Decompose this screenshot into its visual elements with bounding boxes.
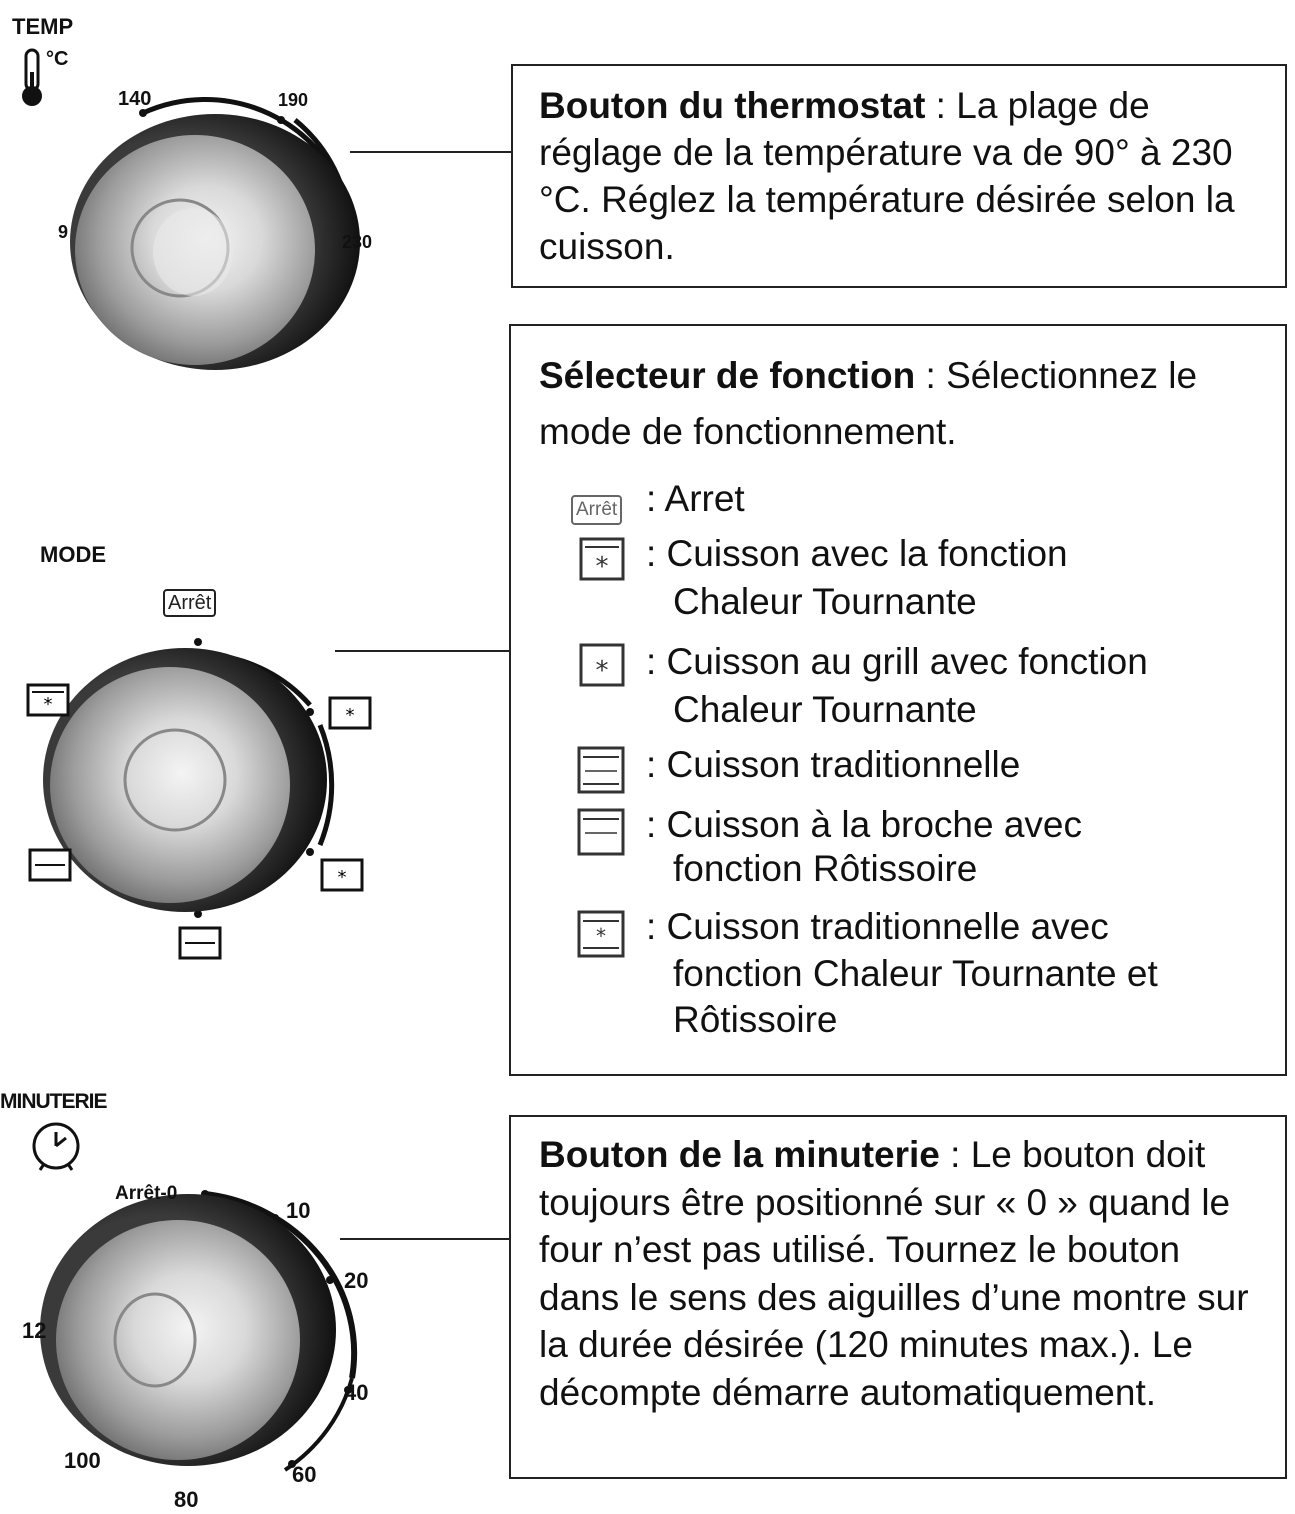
rotisserie-icon [180, 928, 220, 958]
thermostat-title: TEMP [12, 14, 74, 39]
mode-item-label: : Cuisson traditionnelle avec [646, 906, 1109, 947]
tick-40: 40 [344, 1380, 369, 1405]
tick-20: 20 [344, 1268, 369, 1293]
mode-item-label: : Arret [646, 478, 745, 519]
mode-description-box [509, 324, 1287, 1076]
mode-description: : Sélectionnez le mode de fonctionnement. [539, 355, 1198, 452]
svg-text:*: * [596, 924, 606, 948]
traditional-fan-rotisserie-icon [322, 860, 362, 890]
timer-heading: Bouton de la minuterie [539, 1134, 940, 1175]
svg-text:*: * [345, 705, 355, 726]
rotisserie-icon [577, 808, 627, 856]
mode-title: MODE [40, 542, 106, 567]
svg-text:*: * [595, 656, 609, 686]
mode-heading: Sélecteur de fonction [539, 355, 916, 396]
thermostat-heading: Bouton du thermostat [539, 85, 926, 126]
mode-item-label: : Cuisson à la broche avec [646, 804, 1083, 845]
mode-item-label-cont: Chaleur Tournante [673, 581, 977, 622]
celsius-unit: °C [46, 48, 69, 70]
fan-grill-icon [28, 685, 68, 715]
mode-item-label: : Cuisson traditionnelle [646, 744, 1021, 785]
mode-item-label-cont: Chaleur Tournante [673, 689, 977, 730]
thermostat-description-box [511, 64, 1287, 288]
mode-item-label-cont: fonction Chaleur Tournante et [673, 953, 1158, 994]
tick-230: 230 [342, 232, 373, 252]
timer-title: MINUTERIE [0, 1090, 107, 1113]
tick-90: 9 [58, 222, 69, 242]
timer-description: : Le bouton doit toujours être positionné sur « 0 » quand le four n’est pas utilisé. Tournez le bouton dans le sens des aiguilles d’une montre sur la durée désirée (120 minutes max.). Le décompte démarre automatiquement. [539, 1134, 1249, 1413]
mode-selector-knob[interactable] [20, 630, 380, 960]
tick-80: 80 [174, 1487, 199, 1512]
thermostat-leader-line [350, 151, 512, 153]
tick-100: 100 [64, 1448, 101, 1473]
clock-icon [28, 1120, 84, 1172]
thermometer-icon [14, 46, 50, 110]
arret-icon: Arrêt [571, 480, 622, 526]
thermostat-description: : La plage de réglage de la température va de 90° à 230 °C. Réglez la température désirée selon la cuisson. [539, 85, 1235, 267]
mode-item-label: : Cuisson avec la fonction [646, 533, 1068, 574]
svg-text:*: * [337, 867, 347, 888]
fan-icon [330, 698, 370, 728]
mode-item-label-cont: fonction Rôtissoire [673, 848, 978, 889]
traditional-icon [577, 746, 627, 794]
traditional-fan-rotisserie-icon [577, 910, 627, 958]
tick-10: 10 [286, 1198, 311, 1223]
mode-arret-label: Arrêt [163, 589, 216, 617]
svg-text:*: * [595, 552, 609, 581]
mode-item-label-cont2: Rôtissoire [673, 999, 838, 1040]
tick-140: 140 [118, 88, 152, 110]
thermostat-knob[interactable] [55, 80, 385, 390]
timer-leader-line [340, 1238, 512, 1240]
tick-120: 12 [22, 1318, 47, 1343]
mode-leader-line [335, 650, 511, 652]
mode-arret-position [163, 590, 216, 616]
traditional-icon [30, 850, 70, 880]
timer-description-box [509, 1115, 1287, 1479]
tick-190: 190 [278, 90, 309, 110]
fan-icon [579, 537, 625, 581]
svg-text:*: * [43, 694, 53, 715]
tick-0: Arrêt-0 [115, 1183, 178, 1204]
mode-item-label: : Cuisson au grill avec fonction [646, 641, 1148, 682]
fan-grill-icon [579, 643, 625, 687]
tick-60: 60 [292, 1462, 317, 1487]
